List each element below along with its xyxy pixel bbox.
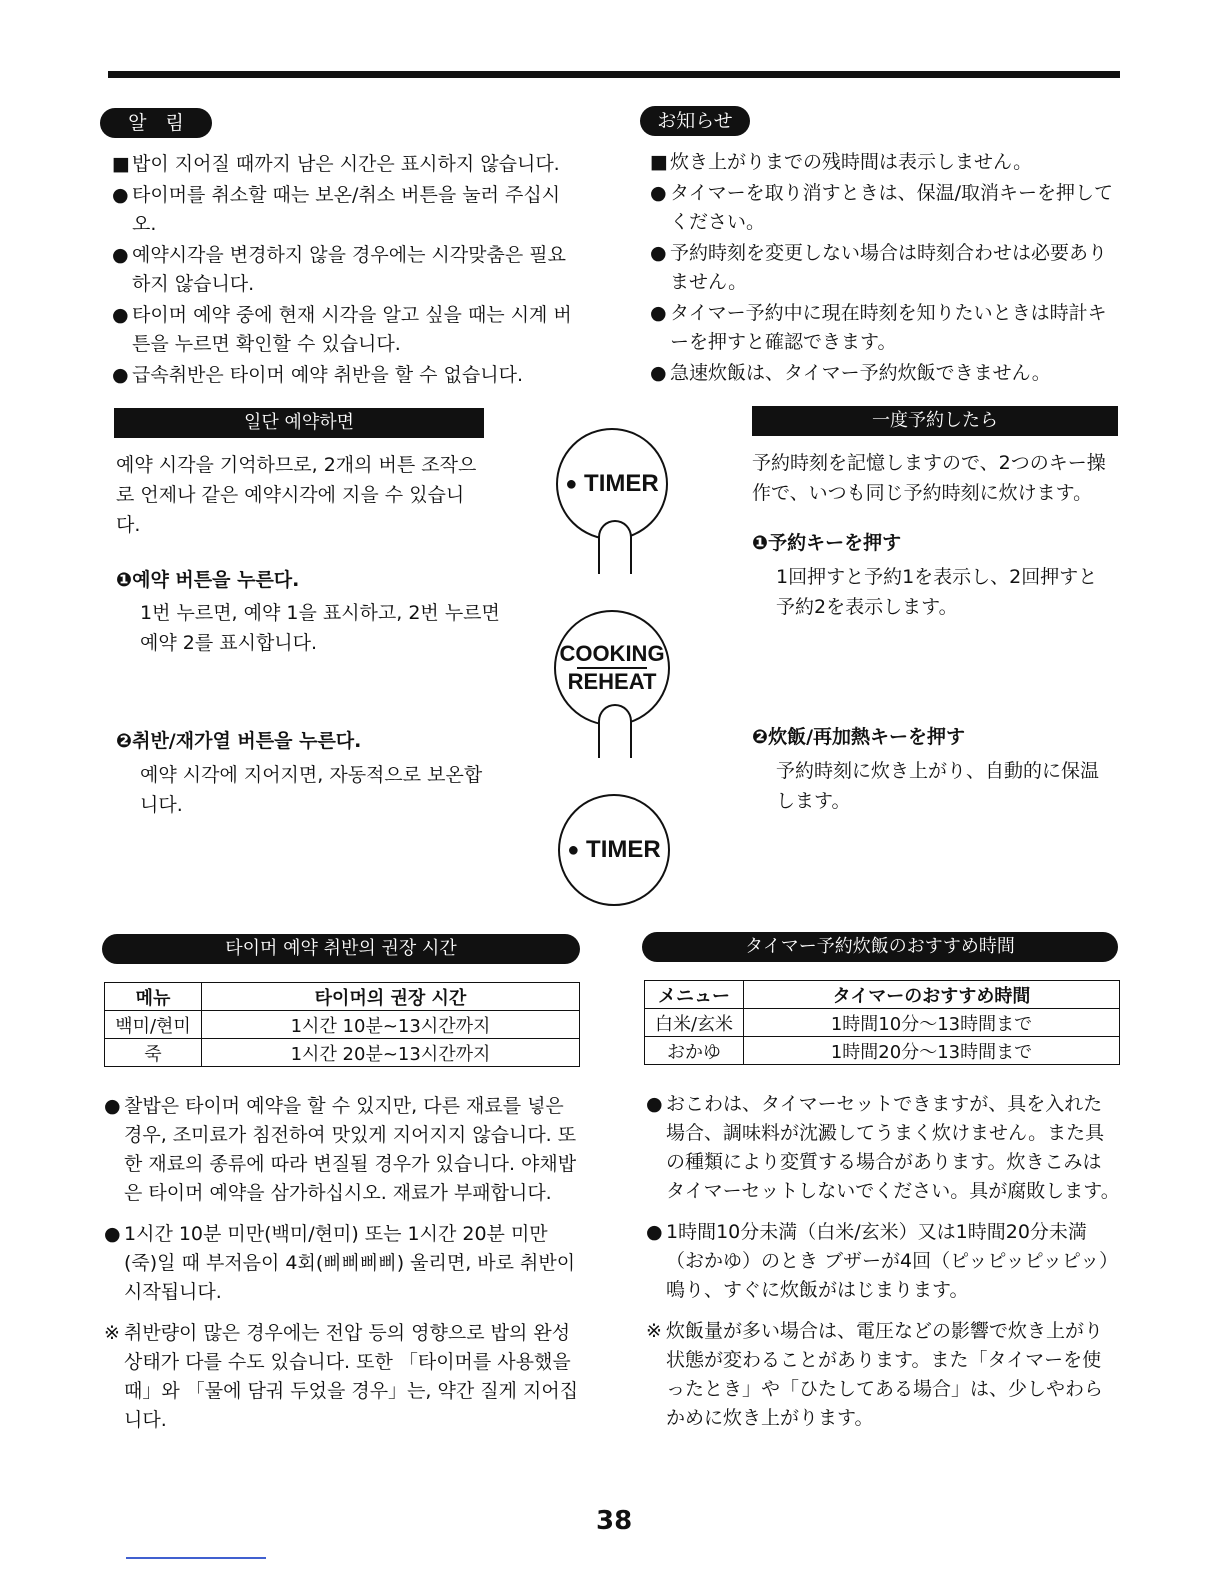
- finger-press-icon: [598, 520, 632, 574]
- ja-bottom-notes: [646, 1090, 1120, 1435]
- ja-step2-title: ❷炊飯/再加熱キーを押す: [752, 726, 966, 748]
- top-rule: [108, 71, 1120, 78]
- timer-button-illustration: ● TIMER: [556, 428, 668, 540]
- list-item: ● タイマー予約中に現在時刻を知りたいときは時計キーを押すと確認できます。: [650, 302, 1107, 353]
- ko-step1-title: ❶예약 버튼을 누른다.: [116, 569, 300, 591]
- ko-intro: 예약 시각을 기억하므로, 2개의 버튼 조작으로 언제나 같은 예약시각에 지을 수 있습니다.: [116, 454, 477, 536]
- list-item: ● 찰밥은 타이머 예약을 할 수 있지만, 다른 재료를 넣은 경우, 조미료가 침전하여 맛있게 지어지지 않습니다. 또한 재료의 종류에 따라 변질될 경우가 있습니다. 야채밥은 타이머 예약을 삼가하십시오. 재료가 부패합니다.: [104, 1095, 577, 1204]
- list-item: ※ 炊飯量が多い場合は、電圧などの影響で炊き上がり状態が変わることがあります。また「タイマーを使ったとき」や「ひたしてある場合」は、少しやわらかめに炊き上がります。: [646, 1320, 1104, 1429]
- ja-intro: 予約時刻を記憶しますので、2つのキー操作で、いつも同じ予約時刻に炊けます。: [752, 452, 1106, 504]
- list-item: ● 타이머 예약 중에 현재 시각을 알고 싶을 때는 시계 버튼을 누르면 확인할 수 있습니다.: [112, 304, 572, 355]
- ko-bottom-notes: [104, 1092, 580, 1437]
- table-row: 백미/현미 1시간 10분~13시간까지: [105, 1011, 580, 1039]
- ja-section-title: 一度予約したら: [752, 406, 1118, 436]
- finger-press-icon: [598, 704, 632, 758]
- ja-step1-title: ❶予約キーを押す: [752, 532, 902, 554]
- list-item: ■ 炊き上がりまでの残時間は表示しません。: [650, 151, 1033, 173]
- list-item: ※ 취반량이 많은 경우에는 전압 등의 영향으로 밥의 완성상태가 다를 수도 있습니다. 또한 「타이머를 사용했을 때」와 「물에 담궈 두었을 경우」는, 약간 질게 지어집니다.: [104, 1322, 579, 1431]
- ko-rec-table: 메뉴 타이머의 권장 시간 백미/현미 1시간 10분~13시간까지 죽 1시간 20분~13시간까지: [104, 982, 580, 1067]
- list-item: ● 1시간 10분 미만(백미/현미) 또는 1시간 20분 미만(죽)일 때 부저음이 4회(삐삐삐삐) 울리면, 바로 취반이 시작됩니다.: [104, 1223, 576, 1303]
- ko-notice-title: 알 림: [100, 108, 212, 138]
- table-row: 죽 1시간 20분~13시간까지: [105, 1039, 580, 1067]
- list-item: ● 예약시각을 변경하지 않을 경우에는 시각맞춤은 필요하지 않습니다.: [112, 244, 566, 295]
- cooking-reheat-button-illustration: COOKING REHEAT: [554, 610, 670, 726]
- list-item: ● 急速炊飯は、タイマー予約炊飯できません。: [650, 362, 1051, 384]
- page-number: 38: [596, 1506, 633, 1536]
- timer-button-illustration-2: ● TIMER: [558, 794, 670, 906]
- ja-notice-list: [650, 148, 1120, 390]
- list-item: ● タイマーを取り消すときは、保温/取消キーを押してください。: [650, 182, 1114, 233]
- ja-step2-body: 予約時刻に炊き上がり、自動的に保温します。: [776, 760, 1100, 812]
- table-row: おかゆ 1時間20分～13時間まで: [645, 1037, 1120, 1065]
- dot-icon: ●: [565, 472, 578, 495]
- list-item: ● 予約時刻を変更しない場合は時刻合わせは必要ありません。: [650, 242, 1108, 293]
- ko-step1-body: 1번 누르면, 예약 1을 표시하고, 2번 누르면 예약 2를 표시합니다.: [140, 602, 500, 654]
- list-item: ● 1時間10分未満（白米/玄米）又は1時間20分未満（おかゆ）のとき ブザーが4回（ピッピッピッピッ）鳴り、すぐに炊飯がはじまります。: [646, 1221, 1119, 1301]
- ko-step2-body: 예약 시각에 지어지면, 자동적으로 보온합니다.: [140, 764, 483, 816]
- ja-step1-body: 1回押すと予約1を表示し、2回押すと予約2を表示します。: [776, 566, 1098, 618]
- ko-section-title: 일단 예약하면: [114, 408, 484, 438]
- ja-rec-table: メニュー タイマーのおすすめ時間 白米/玄米 1時間10分～13時間まで おかゆ 1時間20分～13時間まで: [644, 980, 1120, 1065]
- ja-rec-title: タイマー予約炊飯のおすすめ時間: [642, 932, 1118, 962]
- ja-notice-title: お知らせ: [640, 106, 750, 136]
- footer-rule: [126, 1557, 266, 1559]
- list-item: ● 급속취반은 타이머 예약 취반을 할 수 없습니다.: [112, 364, 524, 386]
- list-item: ■ 밥이 지어질 때까지 남은 시간은 표시하지 않습니다.: [112, 153, 560, 175]
- dot-icon: ●: [567, 838, 580, 861]
- list-item: ● 타이머를 취소할 때는 보온/취소 버튼을 눌러 주십시오.: [112, 184, 561, 235]
- ko-notice-list: [112, 150, 584, 392]
- ko-rec-title: 타이머 예약 취반의 권장 시간: [102, 934, 580, 964]
- table-row: 白米/玄米 1時間10分～13時間まで: [645, 1009, 1120, 1037]
- list-item: ● おこわは、タイマーセットできますが、具を入れた場合、調味料が沈澱してうまく炊けません。また具の種類により変質する場合があります。炊きこみはタイマーセットしないでください。具が腐敗します。: [646, 1093, 1120, 1202]
- ko-step2-title: ❷취반/재가열 버튼을 누른다.: [116, 730, 362, 752]
